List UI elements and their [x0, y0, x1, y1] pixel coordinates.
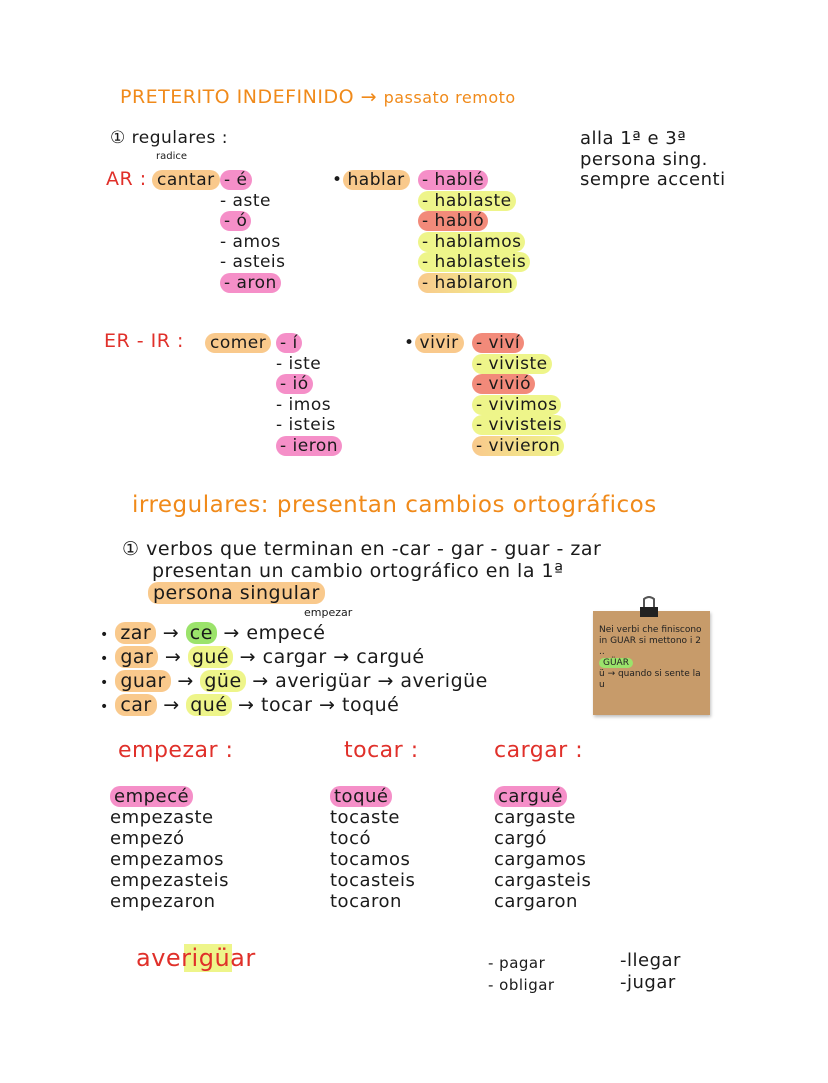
ending: - ió [276, 374, 342, 395]
ar-stem: cantar [152, 170, 220, 190]
side-note-line: alla 1ª e 3ª [580, 128, 687, 149]
rule-row: • guar → güe → averigüar → averigüe [100, 670, 488, 692]
ending: - í [276, 333, 342, 354]
note-text-2: ü → quando si sente la u [599, 669, 701, 690]
title-main: PRETERITO INDEFINIDO [120, 86, 355, 108]
conj-form: toqué [330, 786, 415, 807]
other-verb: - obligar [488, 976, 555, 994]
ar-endings [220, 170, 286, 293]
conj-form: empecé [110, 786, 229, 807]
conj-form: empezó [110, 828, 185, 849]
side-note [580, 128, 726, 190]
title-translation: passato remoto [383, 88, 516, 107]
rule-row: • gar → gué → cargar → cargué [100, 646, 425, 668]
form: - hablaron [418, 273, 530, 294]
conj-form: tocaron [330, 891, 402, 912]
conj-form: tocasteis [330, 870, 416, 891]
conj-form: tocamos [330, 849, 411, 870]
form: - viviste [472, 354, 566, 375]
side-note-line: persona sing. [580, 148, 708, 170]
conj-form: cargaste [494, 807, 576, 828]
radice-label: radice [156, 151, 188, 162]
ending: - amos [220, 231, 281, 252]
rule-row: • car → qué → tocar → toqué [100, 694, 400, 716]
other-verb: - pagar [488, 954, 546, 972]
averiguar-heading: averigüar [136, 944, 256, 972]
note-text: Nei verbi che finiscono in GUAR si mettono i 2 .. [599, 625, 702, 657]
conj-form: cargasteis [494, 870, 592, 891]
conj-verb-cargar: cargar : [494, 738, 584, 763]
ending: - ieron [276, 436, 342, 457]
other-verb: -llegar [620, 950, 681, 971]
ending: - iste [276, 353, 322, 374]
ending: - imos [276, 394, 332, 415]
conj-forms-tocar [330, 786, 415, 912]
ending: - aron [220, 273, 286, 294]
ending: - é [220, 170, 286, 191]
note-tag: GÜAR [599, 658, 633, 668]
title-arrow: → [360, 86, 378, 108]
conj-form: empezasteis [110, 870, 229, 891]
irregulares-heading: irregulares: presentan cambios ortográficos [132, 492, 657, 518]
conj-form: tocaste [330, 807, 401, 828]
rule-small-label: empezar [304, 606, 353, 619]
er-ir-label: ER - IR : [104, 330, 184, 352]
ar-example-forms [418, 170, 530, 293]
er-ir-example-forms [472, 333, 566, 456]
conj-verb-empezar: empezar : [118, 738, 234, 763]
er-ir-example-verb: • vivir [404, 333, 464, 353]
ending: - isteis [276, 415, 336, 435]
conj-form: empezaste [110, 807, 214, 828]
side-note-line: sempre accenti [580, 169, 726, 190]
conj-form: empezamos [110, 849, 225, 870]
page-title [120, 86, 516, 108]
sticky-note [593, 611, 710, 715]
form: - vivimos [472, 395, 566, 416]
form: - hablamos [418, 232, 530, 253]
conj-form: cargamos [494, 849, 587, 870]
irregulares-point-2: presentan un cambio ortográfico en la 1ª [152, 560, 564, 582]
conj-form: empezaron [110, 891, 216, 912]
other-verbs-left [488, 952, 555, 996]
irregulares-point-3: persona singular [148, 582, 325, 604]
ending: - aste [220, 190, 271, 211]
form: - hablé [418, 170, 530, 191]
rule-row: • zar → ce → empecé [100, 622, 326, 644]
form: - hablaste [418, 191, 530, 212]
conj-form: tocó [330, 828, 371, 849]
binder-clip-icon [636, 595, 662, 621]
regulares-heading: ① regulares : [110, 128, 228, 148]
conj-verb-tocar: tocar : [344, 738, 419, 763]
form: - vivieron [472, 436, 566, 457]
conj-form: cargaron [494, 891, 578, 912]
conj-form: cargó [494, 828, 547, 849]
form: - vivisteis [472, 415, 566, 436]
rules-list [100, 622, 488, 718]
er-ir-endings [276, 333, 342, 456]
er-ir-stem: comer [205, 333, 271, 353]
form: - vivió [472, 374, 566, 395]
ar-example-verb: • hablar [332, 170, 410, 190]
form: - viví [472, 333, 566, 354]
irregulares-point: ① verbos que terminan en -car - gar - guar - zar [122, 538, 602, 560]
ending: - asteis [220, 252, 286, 272]
other-verb: -jugar [620, 972, 676, 993]
other-verbs-right [620, 950, 681, 994]
ending: - ó [220, 211, 286, 232]
conj-forms-empezar [110, 786, 229, 912]
conj-form: cargué [494, 786, 591, 807]
form: - hablasteis [418, 252, 530, 273]
ar-label: AR : [106, 168, 147, 190]
form: - habló [418, 211, 530, 232]
conj-forms-cargar [494, 786, 591, 912]
